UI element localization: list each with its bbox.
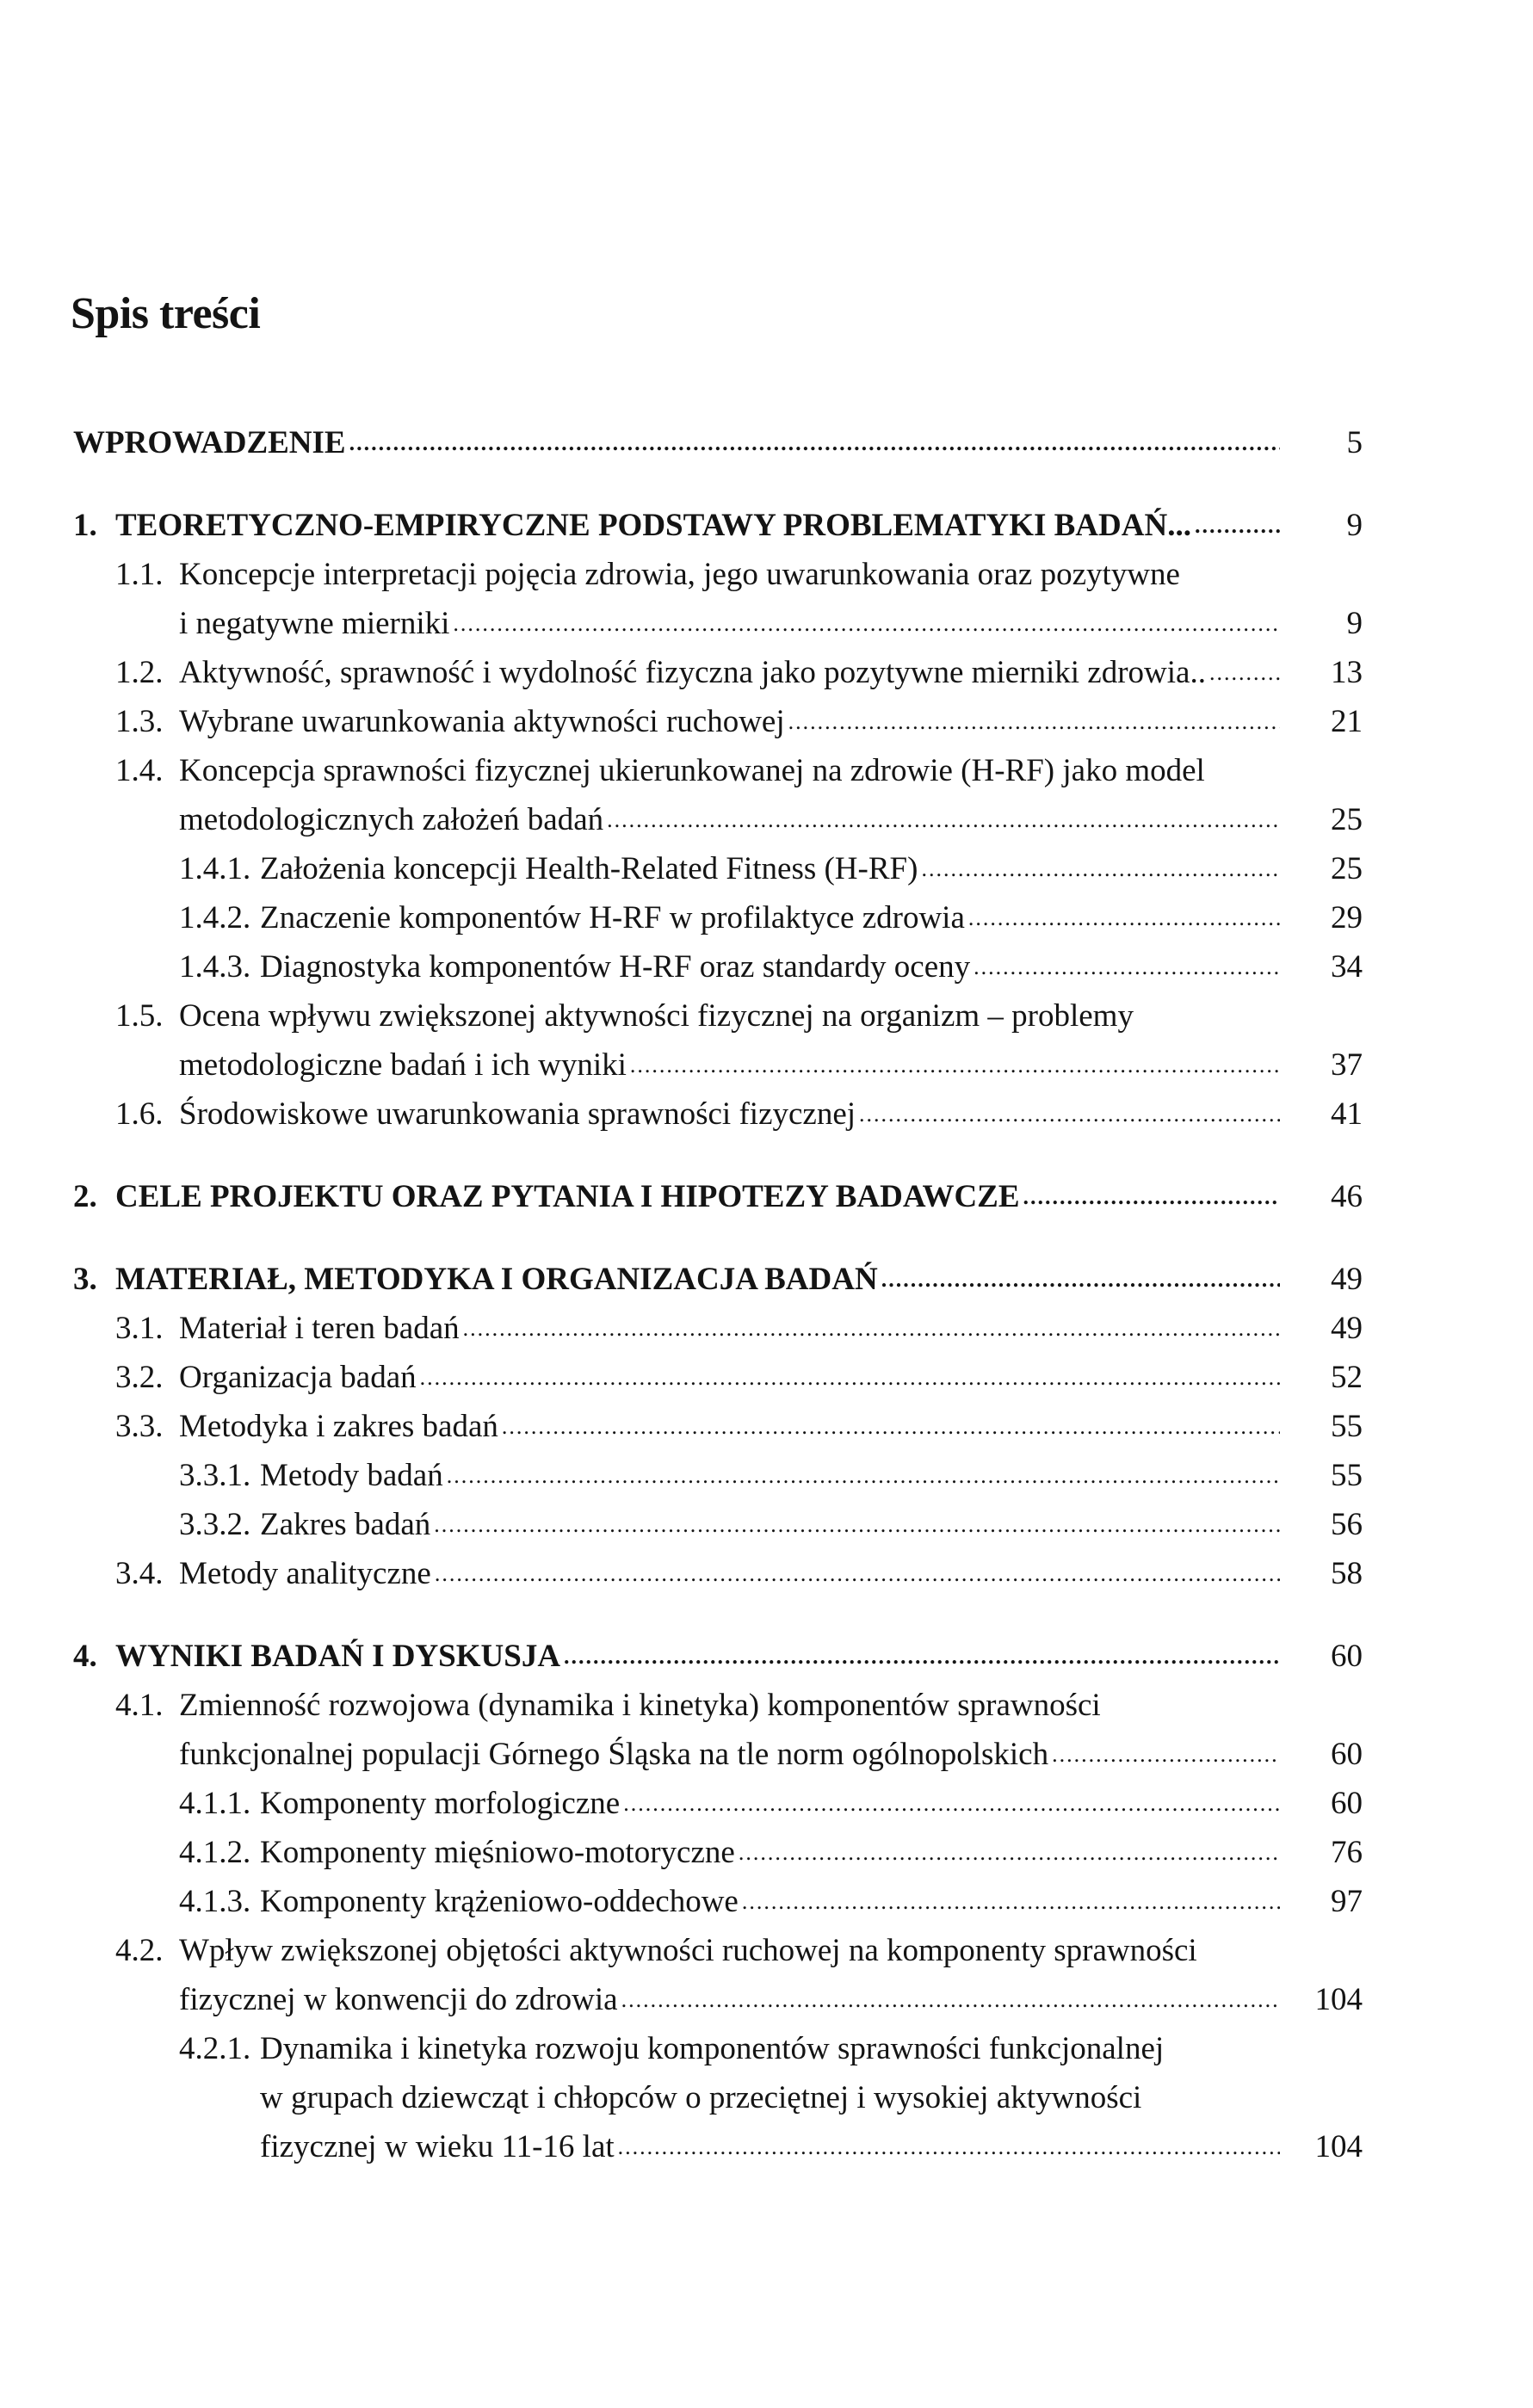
dot-leader: [974, 942, 1280, 991]
dot-leader: [1052, 1730, 1280, 1779]
toc-entry[interactable]: [0, 1255, 1533, 1304]
section-gap: [0, 1139, 1533, 1172]
section-gap: [0, 1598, 1533, 1632]
page-number: 49: [1331, 1311, 1363, 1346]
toc-line: [0, 942, 1533, 991]
dot-leader: [1209, 648, 1280, 697]
entry-title: Materiał i teren badań: [179, 1311, 460, 1346]
toc-line: [0, 550, 1533, 599]
entry-number: 4.1.3.: [179, 1884, 251, 1919]
toc-entry[interactable]: [0, 418, 1533, 467]
toc-line: [0, 991, 1533, 1040]
entry-number: 1.4.1.: [179, 851, 251, 886]
page-number: 60: [1331, 1639, 1363, 1674]
toc-line: [0, 1877, 1533, 1926]
dot-leader: [921, 844, 1280, 893]
toc-line: [0, 599, 1533, 648]
toc-entry[interactable]: [0, 1500, 1533, 1549]
page-number: 104: [1314, 1982, 1363, 2017]
page-number: 104: [1314, 2129, 1363, 2164]
toc-line: [0, 844, 1533, 893]
entry-number: 4.1.: [115, 1688, 164, 1723]
section-gap: [0, 467, 1533, 501]
section-gap: [0, 1221, 1533, 1255]
entry-title: Komponenty morfologiczne: [260, 1786, 621, 1821]
page-number: 49: [1331, 1262, 1363, 1297]
entry-title: Aktywność, sprawność i wydolność fizyczna jako pozytywne mierniki zdrowia..: [179, 655, 1206, 690]
toc-entry[interactable]: [0, 550, 1533, 648]
entry-number: 3.3.1.: [179, 1458, 251, 1493]
page-number: 60: [1331, 1737, 1363, 1772]
entry-title: Wpływ zwiększonej objętości aktywności ruchowej na komponenty sprawności: [179, 1933, 1197, 1968]
toc-line: [0, 1500, 1533, 1549]
toc-entry[interactable]: [0, 1549, 1533, 1598]
entry-title: Komponenty mięśniowo-motoryczne: [260, 1835, 735, 1870]
entry-title: Ocena wpływu zwiększonej aktywności fizycznej na organizm – problemy: [179, 998, 1134, 1034]
dot-leader: [618, 2122, 1280, 2171]
toc-line: [0, 1730, 1533, 1779]
dot-leader: [739, 1828, 1280, 1877]
toc-entry[interactable]: [0, 1828, 1533, 1877]
entry-title: metodologiczne badań i ich wyniki: [179, 1047, 627, 1083]
toc-entry[interactable]: [0, 1402, 1533, 1451]
toc-entry[interactable]: [0, 893, 1533, 942]
dot-leader: [420, 1353, 1280, 1402]
dot-leader: [349, 418, 1280, 467]
entry-title: Znaczenie komponentów H-RF w profilaktyce zdrowia: [260, 900, 965, 935]
toc-line: [0, 1090, 1533, 1139]
page-number: 55: [1331, 1409, 1363, 1444]
entry-number: 1.4.3.: [179, 949, 251, 985]
entry-title: funkcjonalnej populacji Górnego Śląska na tle norm ogólnopolskich: [179, 1737, 1049, 1772]
toc-entry[interactable]: [0, 1090, 1533, 1139]
entry-title: Komponenty krążeniowo-oddechowe: [260, 1884, 739, 1919]
toc-line: [0, 1779, 1533, 1828]
entry-title: TEORETYCZNO-EMPIRYCZNE PODSTAWY PROBLEMATYKI BADAŃ...: [115, 508, 1191, 543]
dot-leader: [968, 893, 1280, 942]
entry-title: Metody analityczne: [179, 1556, 431, 1591]
page-number: 34: [1331, 949, 1363, 985]
page-number: 37: [1331, 1047, 1363, 1083]
page-number: 76: [1331, 1835, 1363, 1870]
entry-title: Założenia koncepcji Health-Related Fitness (H-RF): [260, 851, 918, 886]
toc-entry[interactable]: [0, 1681, 1533, 1779]
entry-title: Dynamika i kinetyka rozwoju komponentów sprawności funkcjonalnej: [260, 2031, 1165, 2066]
toc-entry[interactable]: [0, 697, 1533, 746]
toc-line: [0, 697, 1533, 746]
page-number: 9: [1346, 508, 1363, 543]
entry-number: 1.3.: [115, 704, 164, 739]
entry-number: 3.3.: [115, 1409, 164, 1444]
entry-number: 3.2.: [115, 1360, 164, 1395]
page-number: 52: [1331, 1360, 1363, 1395]
entry-number: 1.: [73, 508, 97, 543]
toc-line: [0, 501, 1533, 550]
page-number: 56: [1331, 1507, 1363, 1542]
page-number: 5: [1346, 425, 1363, 460]
page-number: 60: [1331, 1786, 1363, 1821]
toc-line: [0, 1402, 1533, 1451]
toc-line: [0, 2122, 1533, 2171]
entry-title: Koncepcja sprawności fizycznej ukierunkowanej na zdrowie (H-RF) jako model: [179, 753, 1205, 788]
toc-line: [0, 1828, 1533, 1877]
entry-title: fizycznej w wieku 11-16 lat: [260, 2129, 615, 2164]
page-number: 29: [1331, 900, 1363, 935]
dot-leader: [630, 1040, 1280, 1090]
entry-title: Organizacja badań: [179, 1360, 417, 1395]
entry-number: 4.2.: [115, 1933, 164, 1968]
entry-number: 4.: [73, 1639, 97, 1674]
toc-line: [0, 1451, 1533, 1500]
dot-leader: [623, 1779, 1280, 1828]
entry-number: 1.4.: [115, 753, 164, 788]
toc-line: [0, 2073, 1533, 2122]
entry-number: 3.: [73, 1262, 97, 1297]
page-number: 21: [1331, 704, 1363, 739]
entry-title: Środowiskowe uwarunkowania sprawności fizycznej: [179, 1096, 856, 1132]
toc-line: [0, 1549, 1533, 1598]
toc-line: [0, 795, 1533, 844]
toc-entry[interactable]: [0, 501, 1533, 550]
toc-line: [0, 1304, 1533, 1353]
toc-entry[interactable]: [0, 1172, 1533, 1221]
toc-line: [0, 893, 1533, 942]
toc-line: [0, 2024, 1533, 2073]
toc-line: [0, 1255, 1533, 1304]
entry-title: Metody badań: [260, 1458, 443, 1493]
toc-entry[interactable]: [0, 1304, 1533, 1353]
entry-title: fizycznej w konwencji do zdrowia: [179, 1982, 618, 2017]
page-number: 55: [1331, 1458, 1363, 1493]
toc-entry[interactable]: [0, 648, 1533, 697]
toc-entry[interactable]: [0, 844, 1533, 893]
toc-line: [0, 1926, 1533, 1975]
page-number: 41: [1331, 1096, 1363, 1132]
page-number: 46: [1331, 1179, 1363, 1214]
dot-leader: [447, 1451, 1280, 1500]
entry-title: WYNIKI BADAŃ I DYSKUSJA: [115, 1639, 561, 1674]
toc-entry[interactable]: [0, 2024, 1533, 2171]
toc-entry[interactable]: [0, 746, 1533, 844]
dot-leader: [435, 1549, 1280, 1598]
entry-number: 4.1.1.: [179, 1786, 251, 1821]
entry-title: Zmienność rozwojowa (dynamika i kinetyka) komponentów sprawności: [179, 1688, 1101, 1723]
entry-number: 4.1.2.: [179, 1835, 251, 1870]
toc-entry[interactable]: [0, 942, 1533, 991]
toc-line: [0, 1353, 1533, 1402]
dot-leader: [463, 1304, 1280, 1353]
dot-leader: [1195, 501, 1280, 550]
entry-title: Diagnostyka komponentów H-RF oraz standardy oceny: [260, 949, 971, 985]
dot-leader: [788, 697, 1280, 746]
entry-number: 1.5.: [115, 998, 164, 1034]
entry-title: MATERIAŁ, METODYKA I ORGANIZACJA BADAŃ: [115, 1262, 878, 1297]
toc-line: [0, 648, 1533, 697]
toc-entry[interactable]: [0, 1451, 1533, 1500]
toc-entry[interactable]: [0, 1926, 1533, 2024]
dot-leader: [621, 1975, 1280, 2024]
entry-number: 1.4.2.: [179, 900, 251, 935]
toc-entry[interactable]: [0, 1353, 1533, 1402]
entry-number: 3.3.2.: [179, 1507, 251, 1542]
toc-entry[interactable]: [0, 1632, 1533, 1681]
toc-line: [0, 1040, 1533, 1090]
entry-number: 2.: [73, 1179, 97, 1214]
entry-number: 1.2.: [115, 655, 164, 690]
entry-title: CELE PROJEKTU ORAZ PYTANIA I HIPOTEZY BADAWCZE: [115, 1179, 1020, 1214]
toc-entry[interactable]: [0, 1877, 1533, 1926]
entry-title: i negatywne mierniki: [179, 606, 450, 641]
entry-number: 3.4.: [115, 1556, 164, 1591]
toc-entry[interactable]: [0, 991, 1533, 1090]
entry-title: w grupach dziewcząt i chłopców o przeciętnej i wysokiej aktywności: [260, 2080, 1142, 2115]
dot-leader: [1023, 1172, 1280, 1221]
page-number: 25: [1331, 851, 1363, 886]
toc-line: [0, 746, 1533, 795]
toc-line: [0, 1681, 1533, 1730]
entry-title: Zakres badań: [260, 1507, 431, 1542]
page-number: 25: [1331, 802, 1363, 837]
dot-leader: [453, 599, 1280, 648]
entry-number: 3.1.: [115, 1311, 164, 1346]
entry-title: Koncepcje interpretacji pojęcia zdrowia, jego uwarunkowania oraz pozytywne: [179, 557, 1180, 592]
page-number: 58: [1331, 1556, 1363, 1591]
page-number: 97: [1331, 1884, 1363, 1919]
page-title: Spis treści: [71, 289, 261, 338]
dot-leader: [742, 1877, 1280, 1926]
entry-title: metodologicznych założeń badań: [179, 802, 604, 837]
toc-line: [0, 1172, 1533, 1221]
page-number: 13: [1331, 655, 1363, 690]
dot-leader: [859, 1090, 1280, 1139]
entry-title: Metodyka i zakres badań: [179, 1409, 498, 1444]
page-number: 9: [1346, 606, 1363, 641]
toc-entry[interactable]: [0, 1779, 1533, 1828]
dot-leader: [434, 1500, 1280, 1549]
table-of-contents: [0, 418, 1533, 2171]
dot-leader: [564, 1632, 1280, 1681]
dot-leader: [502, 1402, 1280, 1451]
entry-title: Wybrane uwarunkowania aktywności ruchowej: [179, 704, 785, 739]
dot-leader: [881, 1255, 1280, 1304]
toc-line: [0, 1975, 1533, 2024]
toc-line: [0, 1632, 1533, 1681]
entry-number: 1.6.: [115, 1096, 164, 1132]
entry-number: 4.2.1.: [179, 2031, 251, 2066]
toc-line: [0, 418, 1533, 467]
dot-leader: [607, 795, 1280, 844]
entry-number: 1.1.: [115, 557, 164, 592]
entry-title: WPROWADZENIE: [73, 425, 346, 460]
